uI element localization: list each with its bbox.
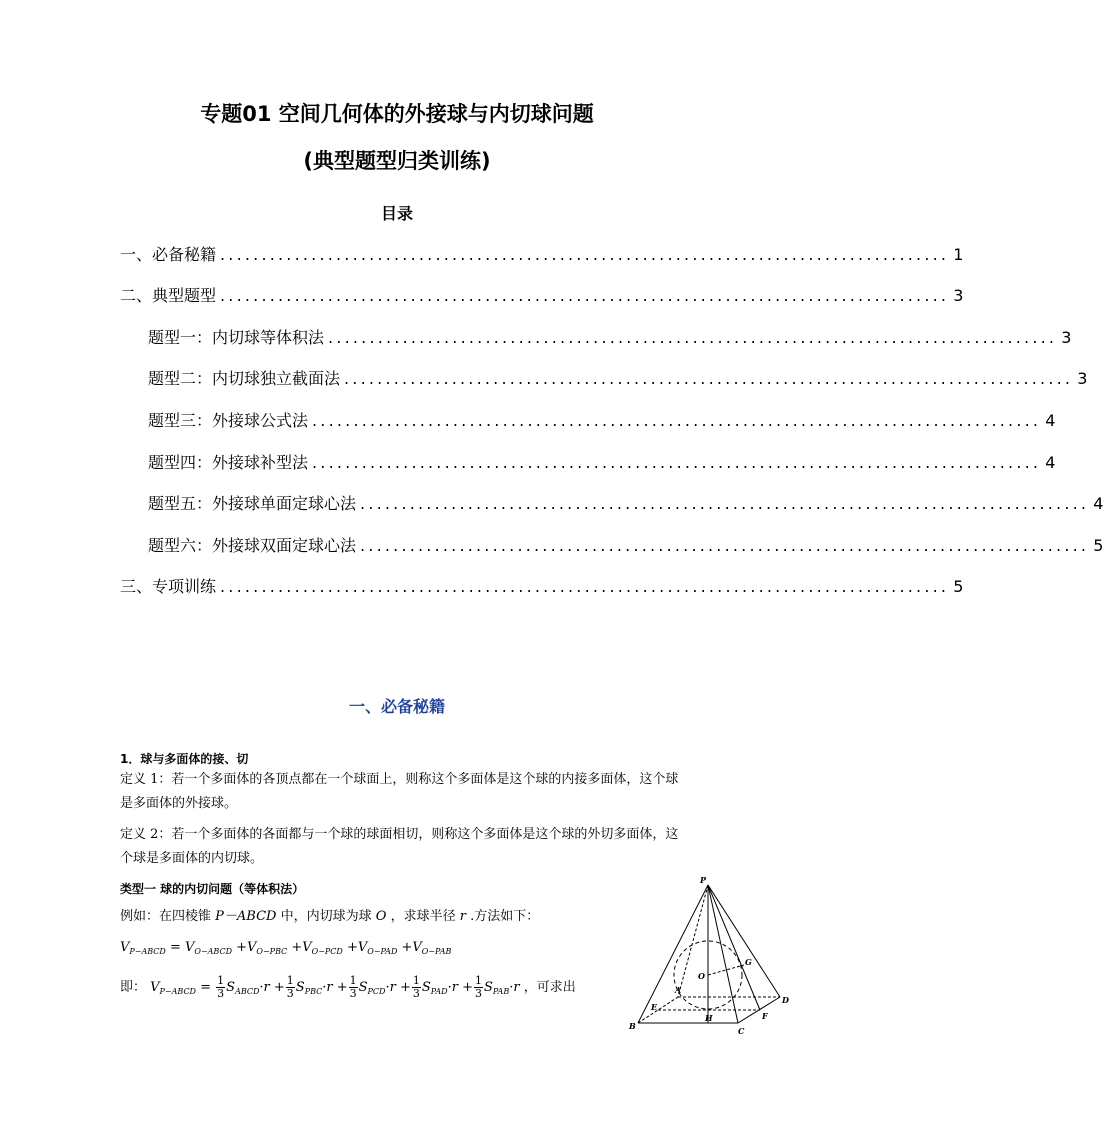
definition-2: 定义 2：若一个多面体的各面都与一个球的球面相切，则称这个多面体是这个球的外切多面体，这个球是多面体的内切球。 [120, 827, 679, 866]
example-end: .方法如下： [470, 909, 540, 924]
toc-item-page: 5 [1093, 536, 1103, 555]
toc-leader-dots: ........................................................................................ [220, 577, 950, 596]
toc-leader-dots: ........................................................................................ [220, 286, 950, 305]
document-title-line1: 专题01 空间几何体的外接球与内切球问题 [200, 102, 594, 126]
fraction [474, 975, 483, 1000]
toc-heading: 目录 [380, 204, 413, 223]
formula-lhs-sub: P−ABCD [129, 947, 166, 956]
label-d: D [782, 995, 789, 1005]
edge-pb [638, 885, 708, 1023]
frac-den: 3 [474, 987, 482, 1000]
formula-term-sub: O−PBC [256, 947, 288, 956]
label-o: O [698, 971, 705, 981]
toc-item-label: 二、典型题型 [120, 286, 217, 305]
toc-leader-dots: ........................................................................................ [328, 328, 1058, 347]
toc-leader-dots: ........................................................................................ [344, 369, 1074, 388]
toc-item-label: 题型四：外接球补型法 [148, 453, 309, 472]
example-mid: 中，内切球为球 [280, 909, 372, 924]
toc-leader-dots: ........................................................................................ [312, 453, 1042, 472]
definition-1: 定义 1：若一个多面体的各顶点都在一个球面上，则称这个多面体是这个球的内接多面体，这个球是多面体的外接球。 [120, 772, 679, 811]
frac-num: 1 [286, 974, 294, 987]
edge-pd [708, 885, 780, 997]
toc-leader-dots: ........................................................................................ [360, 494, 1090, 513]
toc-item-page: 4 [1045, 453, 1056, 472]
formula-term: V [357, 940, 368, 955]
label-e: E [651, 1002, 658, 1012]
toc-leader-dots: ........................................................................................ [312, 411, 1042, 430]
formula-term-sub: O−PAB [421, 947, 452, 956]
fraction [286, 975, 295, 1000]
frac-num: 1 [474, 974, 482, 987]
toc-item[interactable] [120, 242, 964, 265]
type-heading: 类型一 球的内切问题（等体积法） [120, 882, 305, 896]
frac-num: 1 [217, 974, 225, 987]
toc-item-label: 三、专项训练 [120, 577, 217, 596]
formula-term: V [412, 940, 422, 955]
toc-item-label: 题型二：内切球独立截面法 [148, 369, 341, 388]
label-g: G [745, 957, 752, 967]
sub-heading: 1．球与多面体的接、切 [120, 752, 249, 766]
frac-den: 3 [217, 987, 225, 1000]
toc-item[interactable] [148, 450, 1056, 473]
toc-item-page: 3 [1061, 328, 1072, 347]
formula-suffix: ，可求出 [523, 980, 576, 995]
fraction [216, 975, 225, 1000]
toc-item[interactable] [148, 366, 1088, 389]
toc-item-page: 5 [953, 577, 964, 596]
label-f: F [762, 1011, 768, 1021]
formula-lhs-sub: P−ABCD [159, 987, 196, 996]
label-c: C [738, 1026, 745, 1036]
formula-term: V [185, 940, 195, 955]
formula-term-sub: O−PAD [367, 947, 398, 956]
area-sub: PAD [430, 987, 448, 996]
pyramid-figure [620, 875, 790, 1040]
toc-item-label: 题型六：外接球双面定球心法 [148, 536, 357, 555]
toc-item-page: 3 [953, 286, 964, 305]
toc-item-label: 题型五：外接球单面定球心法 [148, 494, 357, 513]
fraction [412, 975, 421, 1000]
edge-pc [708, 885, 738, 1023]
formula-prefix: 即： [120, 980, 147, 995]
frac-den: 3 [349, 987, 357, 1000]
document-title-line2: (典型题型归类训练) [303, 149, 491, 173]
example-line [120, 905, 539, 929]
toc-item[interactable] [148, 408, 1056, 431]
label-h: H [705, 1013, 713, 1023]
area-sub: PBC [304, 987, 323, 996]
slant-pf [708, 885, 760, 1010]
formula-term: V [302, 940, 312, 955]
toc-item[interactable] [148, 325, 1072, 348]
fraction [349, 975, 358, 1000]
example-prefix: 例如：在四棱锥 [120, 909, 212, 924]
frac-num: 1 [349, 974, 357, 987]
toc-item-page: 3 [1077, 369, 1088, 388]
toc-item-label: 一、必备秘籍 [120, 245, 217, 264]
example-center: O [375, 909, 387, 924]
example-pyramid: P－ABCD [215, 909, 277, 924]
formula-term: V [247, 940, 257, 955]
toc-item[interactable] [120, 283, 964, 306]
label-p: P [700, 875, 707, 885]
toc-item-label: 题型三：外接球公式法 [148, 411, 309, 430]
toc-leader-dots: ........................................................................................ [220, 245, 950, 264]
area-sub: ABCD [235, 987, 260, 996]
area-formula: 即： $V_{P-ABCD}$ = $\frac{1}{3}$ $S_{ABCD}\cdot r$ + $\frac{1}{3}$ $S_{PBC}\cdot r$ + $\frac{1}{3}$ $S_{PCD}\cdot r$ + $\frac{1}{3}$ $S_{PAD}\cdot r$ + $\frac{1}{3}$ $S_{PAB}\cdot r$ ，可求出 [120, 974, 576, 1000]
toc-item[interactable] [120, 574, 964, 597]
toc-item-page: 1 [953, 245, 964, 264]
formula-lhs: V [150, 980, 160, 995]
volume-formula: $V_{P-ABCD} = V_{O-ABCD} +V_{O-PBC} +V_{O-PCD} +V_{O-PAD} +V_{O-PAB}$ [120, 940, 452, 956]
example-rest: ，求球半径 [390, 909, 456, 924]
frac-den: 3 [286, 987, 294, 1000]
example-radius: r [459, 909, 466, 924]
toc-item-page: 4 [1093, 494, 1103, 513]
frac-den: 3 [412, 987, 420, 1000]
area-sub: PCD [367, 987, 386, 996]
frac-num: 1 [412, 974, 420, 987]
formula-term-sub: O−PCD [311, 947, 343, 956]
formula-term-sub: O−ABCD [194, 947, 232, 956]
toc-item[interactable] [148, 491, 1103, 514]
area-sub: PAB [492, 987, 510, 996]
formula-lhs: V [120, 940, 130, 955]
toc-leader-dots: ........................................................................................ [360, 536, 1090, 555]
toc-item[interactable] [148, 533, 1103, 556]
toc-item-label: 题型一：内切球等体积法 [148, 328, 325, 347]
label-b: B [629, 1021, 636, 1031]
section-heading: 一、必备秘籍 [348, 697, 445, 716]
label-a: A [675, 985, 682, 995]
toc-item-page: 4 [1045, 411, 1056, 430]
